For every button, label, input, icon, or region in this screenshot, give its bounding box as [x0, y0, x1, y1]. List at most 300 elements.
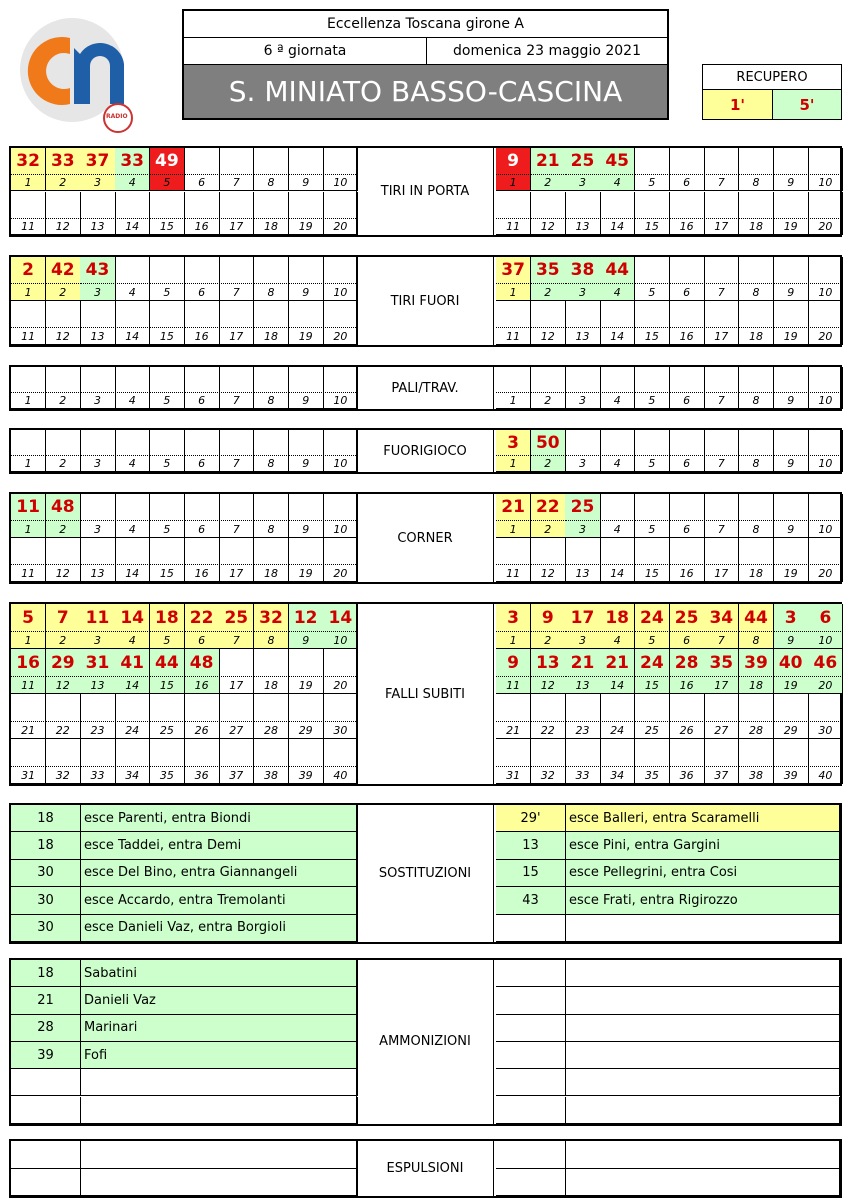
stat-index-cell: 14	[115, 218, 150, 235]
stat-index-cell: 27	[704, 721, 739, 739]
stat-index-cell: 4	[115, 455, 150, 472]
stat-index-cell: 8	[739, 392, 774, 409]
stat-value-cell	[635, 257, 670, 283]
stat-value-cell	[115, 367, 150, 392]
stat-block	[9, 365, 842, 411]
stat-value-cell	[11, 192, 46, 218]
stat-index-cell: 15	[635, 676, 670, 694]
stat-value-cell	[635, 148, 670, 174]
stat-index-cell: 11	[496, 327, 531, 345]
stat-index-cell: 1	[496, 520, 531, 538]
stat-index-cell: 4	[115, 283, 150, 301]
stat-value-cell	[11, 148, 46, 174]
stat-block	[9, 255, 842, 347]
stat-index-cell: 34	[115, 766, 150, 784]
stat-value-cell	[219, 257, 254, 283]
ammonizioni-minute	[496, 1015, 566, 1042]
stat-value-cell	[150, 538, 185, 564]
ammonizioni-minute: 21	[11, 987, 81, 1014]
stat-index-cell: 19	[774, 218, 809, 235]
stat-value-cell	[600, 367, 635, 392]
stat-index-cell: 7	[704, 631, 739, 649]
stat-value-cell	[219, 430, 254, 455]
stat-minute: 7	[56, 607, 69, 628]
stat-value-cell	[531, 257, 566, 283]
stat-index-cell: 9	[289, 455, 324, 472]
stat-value-cell	[323, 257, 358, 283]
stat-index-cell: 14	[600, 218, 635, 235]
stat-value-cell	[531, 739, 566, 766]
stat-minute: 21	[605, 652, 630, 673]
ammonizioni-text	[566, 1097, 840, 1124]
stat-minute: 44	[155, 652, 179, 673]
stat-value-cell	[670, 649, 705, 676]
stat-value-cell	[289, 192, 324, 218]
stat-minute: 2	[22, 260, 35, 281]
stat-value-cell	[565, 604, 600, 631]
stat-index-cell: 9	[774, 174, 809, 191]
stat-minute: 42	[50, 260, 75, 281]
stat-value-cell	[219, 649, 254, 676]
stat-minute: 25	[224, 607, 249, 628]
sostituzioni-minute: 43	[496, 887, 566, 914]
stat-minute: 39	[744, 652, 768, 673]
espulsioni-block	[9, 1139, 842, 1198]
stat-index-cell: 10	[323, 283, 358, 301]
stat-index-cell: 39	[289, 766, 324, 784]
stat-index-cell: 9	[289, 520, 324, 538]
stat-minute: 32	[16, 151, 40, 172]
stat-value-cell	[254, 367, 289, 392]
stat-value-cell	[150, 694, 185, 721]
stat-value-cell	[80, 367, 115, 392]
espulsioni-text	[566, 1169, 840, 1197]
stat-value-cell	[115, 538, 150, 564]
stat-value-cell	[115, 257, 150, 283]
stat-index-cell: 14	[115, 676, 150, 694]
stat-index-cell: 15	[635, 327, 670, 345]
stat-value-cell	[600, 148, 635, 174]
stat-index-cell: 6	[185, 520, 220, 538]
stat-minute: 18	[155, 607, 179, 628]
stat-index-cell: 16	[670, 218, 705, 235]
espulsioni-minute	[11, 1169, 81, 1197]
stat-value-cell	[185, 604, 220, 631]
stat-index-cell: 17	[219, 218, 254, 235]
stat-index-cell: 21	[496, 721, 531, 739]
stat-index-cell: 16	[670, 676, 705, 694]
stat-value-cell	[670, 604, 705, 631]
sostituzioni-minute: 18	[11, 805, 81, 832]
stat-index-cell: 3	[80, 520, 115, 538]
stat-index-cell: 20	[323, 564, 358, 582]
stat-value-cell	[150, 649, 185, 676]
stat-value-cell	[185, 538, 220, 564]
stat-index-cell: 12	[46, 564, 81, 582]
stat-value-cell	[600, 694, 635, 721]
stat-index-cell: 32	[531, 766, 566, 784]
stat-value-cell	[80, 430, 115, 455]
stat-value-cell	[219, 148, 254, 174]
stat-value-cell	[704, 538, 739, 564]
stat-index-cell: 20	[323, 218, 358, 235]
stat-value-cell	[670, 494, 705, 520]
stat-index-cell: 38	[739, 766, 774, 784]
stat-index-cell: 9	[774, 520, 809, 538]
stat-index-cell: 9	[774, 455, 809, 472]
stat-minute: 32	[259, 607, 283, 628]
stat-value-cell	[600, 301, 635, 327]
stat-value-cell	[11, 694, 46, 721]
sostituzioni-text: esce Del Bino, entra Giannangeli	[81, 860, 358, 887]
stat-minute: 3	[784, 607, 797, 628]
stat-value-cell	[600, 494, 635, 520]
stat-index-cell: 26	[670, 721, 705, 739]
stat-minute: 35	[535, 260, 560, 281]
sostituzioni-minute: 13	[496, 832, 566, 859]
stat-value-cell	[704, 430, 739, 455]
stat-index-cell: 7	[704, 392, 739, 409]
stat-value-cell	[80, 301, 115, 327]
ammonizioni-text: Fofi	[81, 1042, 358, 1069]
ammonizioni-block	[9, 958, 842, 1126]
stat-index-cell: 12	[531, 218, 566, 235]
stat-value-cell	[531, 430, 566, 455]
stat-index-cell: 31	[496, 766, 531, 784]
stat-value-cell	[565, 301, 600, 327]
stat-index-cell: 7	[704, 520, 739, 538]
stat-index-cell: 36	[185, 766, 220, 784]
stat-value-cell	[739, 694, 774, 721]
stat-index-cell: 40	[808, 766, 843, 784]
stat-index-cell: 4	[115, 520, 150, 538]
stat-index-cell: 10	[808, 283, 843, 301]
stat-index-cell: 11	[11, 327, 46, 345]
sostituzioni-text: esce Balleri, entra Scaramelli	[566, 805, 840, 832]
stat-value-cell	[739, 192, 774, 218]
stat-value-cell	[635, 301, 670, 327]
stat-index-cell: 16	[185, 564, 220, 582]
stat-index-cell: 19	[774, 564, 809, 582]
stat-value-cell	[254, 192, 289, 218]
stat-minute: 6	[819, 607, 832, 628]
stat-index-cell: 29	[289, 721, 324, 739]
stat-value-cell	[774, 192, 809, 218]
stat-index-cell: 8	[739, 631, 774, 649]
stat-value-cell	[565, 649, 600, 676]
stat-index-cell: 28	[739, 721, 774, 739]
stat-value-cell	[565, 494, 600, 520]
stat-value-cell	[289, 367, 324, 392]
recupero-second-half: 5'	[773, 90, 841, 119]
stat-index-cell: 4	[600, 631, 635, 649]
stat-index-cell: 14	[115, 327, 150, 345]
stat-value-cell	[774, 494, 809, 520]
stat-value-cell	[323, 494, 358, 520]
stat-index-cell: 14	[115, 564, 150, 582]
stat-value-cell	[115, 739, 150, 766]
stat-index-cell: 3	[565, 455, 600, 472]
stat-index-cell: 23	[565, 721, 600, 739]
stat-minute: 9	[541, 607, 554, 628]
stat-value-cell	[670, 257, 705, 283]
stat-index-cell: 18	[254, 218, 289, 235]
stat-index-cell: 13	[565, 218, 600, 235]
stat-value-cell	[115, 192, 150, 218]
stat-index-cell: 36	[670, 766, 705, 784]
stat-index-cell: 15	[150, 327, 185, 345]
stat-value-cell	[150, 301, 185, 327]
stat-value-cell	[496, 301, 531, 327]
stat-index-cell: 1	[11, 455, 46, 472]
stat-value-cell	[531, 604, 566, 631]
stat-minute: 21	[535, 151, 560, 172]
stat-value-cell	[46, 604, 81, 631]
stat-value-cell	[323, 367, 358, 392]
stat-index-cell: 3	[80, 392, 115, 409]
stat-index-cell: 38	[254, 766, 289, 784]
stat-value-cell	[289, 694, 324, 721]
match-date: domenica 23 maggio 2021	[427, 38, 667, 65]
stat-value-cell	[254, 494, 289, 520]
stat-value-cell	[600, 257, 635, 283]
stat-index-cell: 3	[80, 174, 115, 191]
sostituzioni-text: esce Pellegrini, entra Cosi	[566, 860, 840, 887]
stat-value-cell	[565, 694, 600, 721]
stat-value-cell	[635, 192, 670, 218]
stat-value-cell	[219, 604, 254, 631]
stat-index-cell: 16	[185, 327, 220, 345]
stat-index-cell: 11	[11, 676, 46, 694]
stat-index-cell: 6	[670, 520, 705, 538]
stat-value-cell	[739, 257, 774, 283]
stat-index-cell: 7	[219, 283, 254, 301]
stat-index-cell: 17	[704, 218, 739, 235]
stat-value-cell	[185, 694, 220, 721]
match-title: S. MINIATO BASSO-CASCINA	[184, 65, 667, 118]
stat-index-cell: 6	[185, 392, 220, 409]
stat-value-cell	[808, 649, 843, 676]
stat-value-cell	[670, 301, 705, 327]
stat-value-cell	[150, 192, 185, 218]
stat-value-cell	[185, 301, 220, 327]
stat-value-cell	[323, 739, 358, 766]
stat-value-cell	[289, 430, 324, 455]
stat-label: TIRI FUORI	[356, 257, 494, 345]
stat-value-cell	[496, 430, 531, 455]
stat-value-cell	[289, 148, 324, 174]
stat-value-cell	[254, 538, 289, 564]
stat-value-cell	[739, 148, 774, 174]
stat-value-cell	[808, 538, 843, 564]
stat-index-cell: 5	[635, 455, 670, 472]
stat-minute: 41	[120, 652, 145, 673]
stat-index-cell: 5	[635, 520, 670, 538]
stat-minute: 16	[16, 652, 40, 673]
stat-value-cell	[600, 604, 635, 631]
stat-value-cell	[808, 739, 843, 766]
stat-value-cell	[219, 538, 254, 564]
stat-index-cell: 18	[739, 218, 774, 235]
stat-value-cell	[289, 494, 324, 520]
stat-value-cell	[46, 367, 81, 392]
stat-value-cell	[115, 148, 150, 174]
stat-value-cell	[531, 148, 566, 174]
stat-value-cell	[635, 430, 670, 455]
ammonizioni-label: AMMONIZIONI	[356, 960, 494, 1124]
stat-index-cell: 22	[46, 721, 81, 739]
espulsioni-label: ESPULSIONI	[356, 1141, 494, 1196]
recupero-box	[702, 64, 842, 120]
ammonizioni-text	[566, 1042, 840, 1069]
stat-minute: 24	[640, 652, 664, 673]
stat-index-cell: 8	[739, 455, 774, 472]
stat-index-cell: 8	[254, 392, 289, 409]
stat-value-cell	[565, 367, 600, 392]
stat-index-cell: 7	[219, 520, 254, 538]
ammonizioni-minute: 18	[11, 960, 81, 987]
stat-value-cell	[496, 538, 531, 564]
stat-value-cell	[635, 604, 670, 631]
stat-label: TIRI IN PORTA	[356, 148, 494, 235]
stat-value-cell	[808, 494, 843, 520]
stat-value-cell	[254, 739, 289, 766]
sostituzioni-minute: 18	[11, 832, 81, 859]
stat-value-cell	[323, 604, 358, 631]
stat-index-cell: 35	[635, 766, 670, 784]
stat-value-cell	[219, 694, 254, 721]
stat-value-cell	[808, 604, 843, 631]
stat-index-cell: 4	[115, 392, 150, 409]
recupero-label: RECUPERO	[703, 65, 841, 90]
stat-block	[9, 492, 842, 584]
stat-value-cell	[565, 739, 600, 766]
stat-index-cell: 2	[46, 174, 81, 191]
stat-minute: 9	[507, 652, 520, 673]
stat-value-cell	[323, 148, 358, 174]
stat-index-cell: 10	[808, 520, 843, 538]
ammonizioni-text	[81, 1097, 358, 1124]
stat-minute: 25	[570, 151, 595, 172]
stat-value-cell	[496, 148, 531, 174]
stat-index-cell: 7	[704, 174, 739, 191]
stat-index-cell: 20	[323, 676, 358, 694]
stat-index-cell: 12	[46, 676, 81, 694]
stat-value-cell	[289, 257, 324, 283]
stat-minute: 11	[85, 607, 110, 628]
stat-index-cell: 14	[600, 327, 635, 345]
stat-value-cell	[289, 649, 324, 676]
stat-value-cell	[496, 494, 531, 520]
stat-value-cell	[46, 301, 81, 327]
stat-index-cell: 9	[289, 392, 324, 409]
stat-value-cell	[323, 694, 358, 721]
stat-index-cell: 4	[115, 174, 150, 191]
ammonizioni-text	[566, 960, 840, 987]
stat-index-cell: 2	[46, 455, 81, 472]
stat-value-cell	[219, 367, 254, 392]
stat-value-cell	[565, 538, 600, 564]
stat-minute: 18	[605, 607, 630, 628]
stat-minute: 5	[22, 607, 35, 628]
ammonizioni-minute	[496, 960, 566, 987]
stat-index-cell: 2	[46, 283, 81, 301]
stat-value-cell	[774, 538, 809, 564]
stat-minute: 45	[605, 151, 630, 172]
stat-value-cell	[704, 148, 739, 174]
stat-index-cell: 2	[531, 174, 566, 191]
round-label: 6 ª giornata	[184, 38, 427, 65]
stat-index-cell: 24	[600, 721, 635, 739]
sostituzioni-minute	[496, 915, 566, 942]
stat-value-cell	[635, 649, 670, 676]
stat-value-cell	[565, 257, 600, 283]
stat-value-cell	[46, 148, 81, 174]
stat-value-cell	[739, 494, 774, 520]
stat-index-cell: 7	[704, 283, 739, 301]
stat-index-cell: 30	[323, 721, 358, 739]
stat-index-cell: 15	[635, 564, 670, 582]
stat-index-cell: 35	[150, 766, 185, 784]
stat-value-cell	[496, 649, 531, 676]
stat-index-cell: 1	[11, 520, 46, 538]
stat-minute: 13	[535, 652, 560, 673]
stat-value-cell	[774, 694, 809, 721]
stat-index-cell: 6	[670, 631, 705, 649]
ammonizioni-text	[566, 987, 840, 1014]
sostituzioni-minute: 15	[496, 860, 566, 887]
stat-value-cell	[150, 604, 185, 631]
stat-index-cell: 31	[11, 766, 46, 784]
ammonizioni-text	[566, 1069, 840, 1096]
stat-index-cell: 18	[254, 327, 289, 345]
stat-index-cell: 2	[531, 455, 566, 472]
stat-index-cell: 17	[219, 564, 254, 582]
stat-value-cell	[531, 301, 566, 327]
stat-value-cell	[531, 192, 566, 218]
stat-index-cell: 2	[531, 631, 566, 649]
sostituzioni-text: esce Parenti, entra Biondi	[81, 805, 358, 832]
stat-index-cell: 5	[635, 392, 670, 409]
espulsioni-text	[566, 1141, 840, 1169]
stat-index-cell: 2	[46, 520, 81, 538]
stat-minute: 33	[120, 151, 145, 172]
stat-value-cell	[150, 494, 185, 520]
stat-minute: 44	[605, 260, 630, 281]
stat-value-cell	[46, 538, 81, 564]
league-title: Eccellenza Toscana girone A	[184, 11, 667, 38]
stat-index-cell: 17	[704, 564, 739, 582]
stat-index-cell: 16	[670, 327, 705, 345]
stat-index-cell: 10	[323, 174, 358, 191]
stat-value-cell	[496, 367, 531, 392]
stat-value-cell	[635, 494, 670, 520]
stat-minute: 25	[570, 497, 595, 518]
stat-minute: 22	[535, 497, 560, 518]
stat-index-cell: 32	[46, 766, 81, 784]
stat-index-cell: 20	[808, 564, 843, 582]
stat-index-cell: 12	[46, 218, 81, 235]
stat-value-cell	[46, 430, 81, 455]
stat-index-cell: 1	[496, 283, 531, 301]
stat-label: CORNER	[356, 494, 494, 582]
stat-value-cell	[600, 192, 635, 218]
stat-value-cell	[531, 694, 566, 721]
stat-minute: 48	[189, 652, 214, 673]
stat-minute: 21	[570, 652, 595, 673]
espulsioni-text	[81, 1141, 358, 1169]
stat-index-cell: 11	[496, 676, 531, 694]
